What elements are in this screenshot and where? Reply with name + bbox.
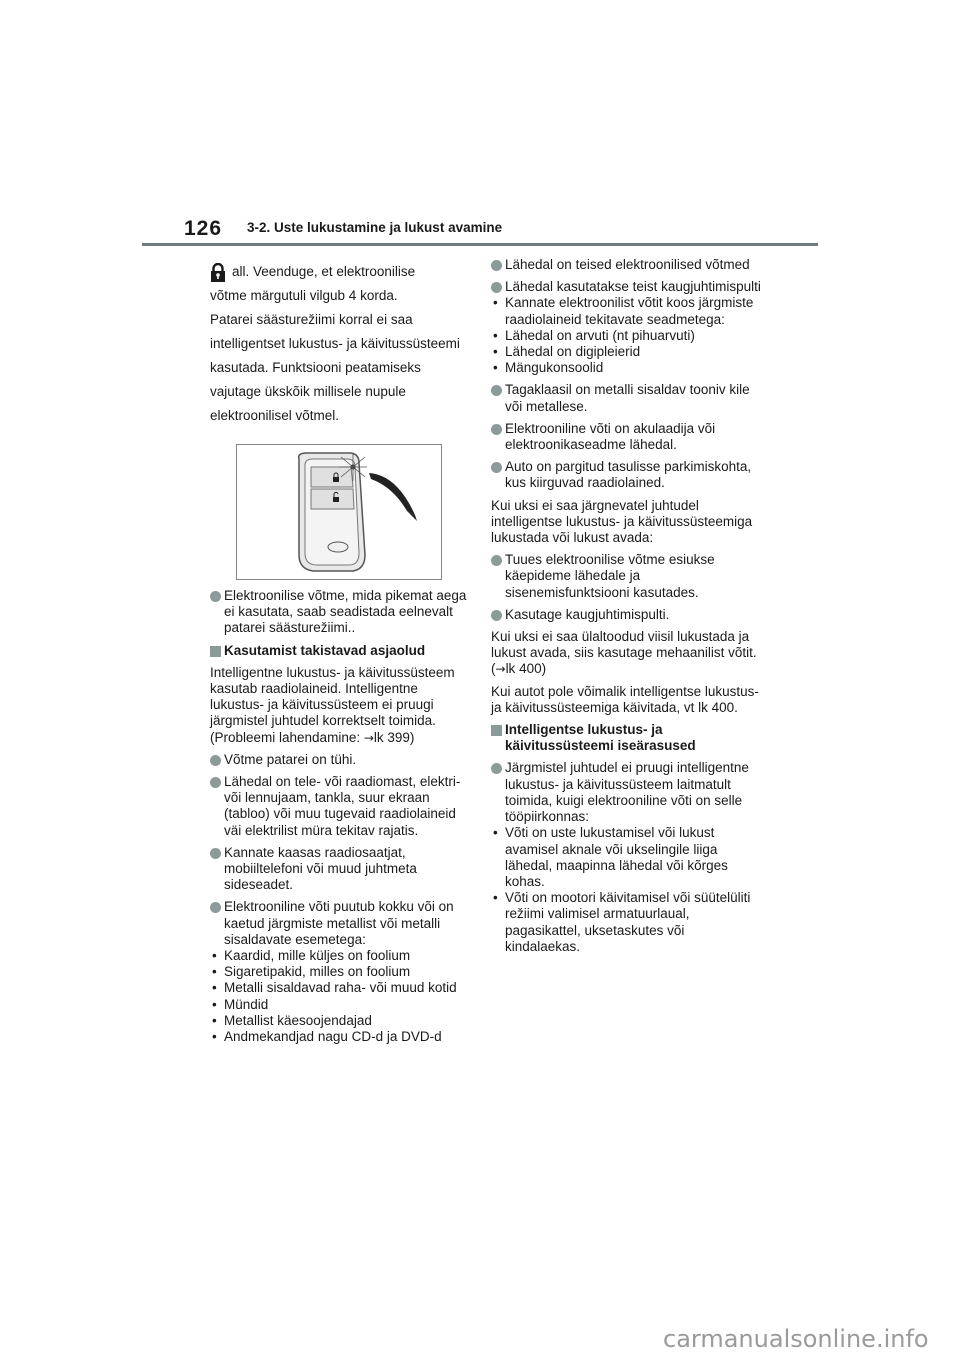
feature-item: • Võti on mootori käivitamisel või süütelüliti režiimi valimisel armatuurlaual, pagasikattel, uksetaskutes või kindalaekas. [493, 890, 751, 954]
bullet-item: Kasutage kaugjuhtimispulti. [491, 607, 761, 623]
bullet-dot-icon [491, 424, 502, 435]
metal-item: • Metallist käesoojendajad [212, 1012, 372, 1028]
bullet-dot-icon [491, 610, 502, 621]
bullet-dot-icon [491, 385, 502, 396]
metal-item: • Andmekandjad nagu CD-d ja DVD-d [212, 1029, 442, 1045]
bullet-item: Kannate kaasas raadiosaatjat, mobiiltelefoni või muud juhtmeta sideseadet. [210, 845, 475, 894]
mechanical-key-paragraph: Kui uksi ei saa ülaltoodud viisil lukustada ja lukust avada, siis kasutage mehaanilist võtit. (→lk 400) [491, 629, 757, 677]
bullet-item: Tagaklaasil on metalli sisaldav tooniv kile või metallese. [491, 382, 761, 414]
start-paragraph: Kui autot pole võimalik intelligentse lukustus- ja käivitussüsteemiga käivitada, vt lk 400. [491, 683, 759, 715]
lock-icon [210, 263, 226, 282]
bullet-item: Järgmistel juhtudel ei pruugi intelligentne lukustus- ja käivitussüsteem laitmatult toimida, kuigi elektrooniline võti on selle tööpiirkonnas: [491, 760, 761, 825]
battery-saver-paragraph: Patarei säästurežiimi korral ei saa intelligentset lukustus- ja käivitussüsteemi kasutada. Funktsiooni peatamiseks vajutage ükskõik millisele nupule elektroonilisel võtmel. [210, 312, 460, 423]
square-bullet-icon [210, 646, 221, 657]
bullet-item: Elektrooniline võti puutub kokku või on kaetud järgmiste metallist või metalli sisaldavate esemetega: [210, 899, 475, 948]
device-item: • Kannate elektroonilist võtit koos järgmiste raadiolaineid tekitavate seadmetega: [493, 295, 754, 327]
device-item: • Mängukonsoolid [493, 360, 604, 376]
intro-line [210, 260, 475, 284]
bullet-item: Lähedal on teised elektroonilised võtmed [491, 257, 761, 273]
bullet-item: Tuues elektroonilise võtme esiukse käepideme lähedale ja sisenemisfunktsiooni kasutades. [491, 552, 761, 601]
bullet-dot-icon [491, 282, 502, 293]
device-item: • Lähedal on arvuti (nt pihuarvuti) [493, 327, 695, 343]
electronic-key-figure [236, 444, 442, 580]
bullet-item: Lähedal on tele- või raadiomast, elektri- või lennujaam, tankla, suur ekraan (tabloo) või muu tugevaid raadiolaineid väi elektrilist müra tekitav rajatis. [210, 774, 475, 839]
device-item: • Lähedal on digipleierid [493, 344, 641, 360]
metal-item: • Metalli sisaldavad raha- või muud kotid [212, 980, 457, 996]
bullet-item: Lähedal kasutatakse teist kaugjuhtimispulti [491, 279, 761, 295]
bullet-dot-icon [491, 260, 502, 271]
left-column [210, 260, 475, 1045]
obstacles-intro: Intelligentne lukustus- ja käivitussüsteem kasutab raadiolaineid. Intelligentne lukustus- ja käivitussüsteem ei pruugi järgmistel juhtudel korrektselt toimida. (Probleemi lahendamine: →lk 399) [210, 664, 455, 745]
intro-text-2: võtme märgutuli vilgub 4 korda. [210, 288, 398, 303]
feature-item: • Võti on uste lukustamisel või lukust avamisel aknale või ukselingile liiga lähedal, maapinna lähedal või kõrges kohas. [493, 825, 728, 889]
section-heading-obstacles: Kasutamist takistavad asjaolud [210, 643, 475, 659]
watermark: carmanualsonline.info [663, 1325, 929, 1353]
square-bullet-icon [491, 725, 502, 736]
bullet-dot-icon [210, 777, 221, 788]
intro-text: all. Veenduge, et elektroonilise [232, 264, 416, 279]
metal-item: • Mündid [212, 996, 269, 1012]
arrow-icon: → [363, 730, 374, 745]
bullet-item: Võtme patarei on tühi. [210, 752, 475, 768]
metal-item: • Sigaretipakid, milles on foolium [212, 964, 411, 980]
bullet-dot-icon [491, 555, 502, 566]
section-heading-features: Intelligentse lukustus- ja käivitussüsteemi iseärasused [491, 722, 761, 754]
bullet-battery-saver: Elektroonilise võtme, mida pikemat aega ei kasutata, saab seadistada eelnevalt patarei säästurežiimi.. [210, 588, 475, 637]
bullet-dot-icon [491, 763, 502, 774]
metal-item: • Kaardid, mille küljes on foolium [212, 948, 411, 964]
bullet-dot-icon [491, 462, 502, 473]
right-column [491, 257, 761, 955]
bullet-dot-icon [210, 755, 221, 766]
bullet-dot-icon [210, 848, 221, 859]
electronic-key-illustration [237, 445, 441, 579]
bullet-dot-icon [210, 902, 221, 913]
page-number: 126 [184, 217, 223, 240]
header-rule [142, 243, 818, 246]
arrow-icon: → [495, 662, 506, 677]
bullet-dot-icon [210, 591, 221, 602]
cannot-lock-paragraph: Kui uksi ei saa järgnevatel juhtudel intelligentse lukustus- ja käivitussüsteemiga lukustada või lukust avada: [491, 497, 753, 546]
bullet-item: Auto on pargitud tasulisse parkimiskohta, kus kiirguvad raadiolained. [491, 459, 761, 491]
section-title: 3-2. Uste lukustamine ja lukust avamine [247, 220, 503, 235]
bullet-item: Elektrooniline võti on akulaadija või elektroonikaseadme lähedal. [491, 421, 761, 453]
